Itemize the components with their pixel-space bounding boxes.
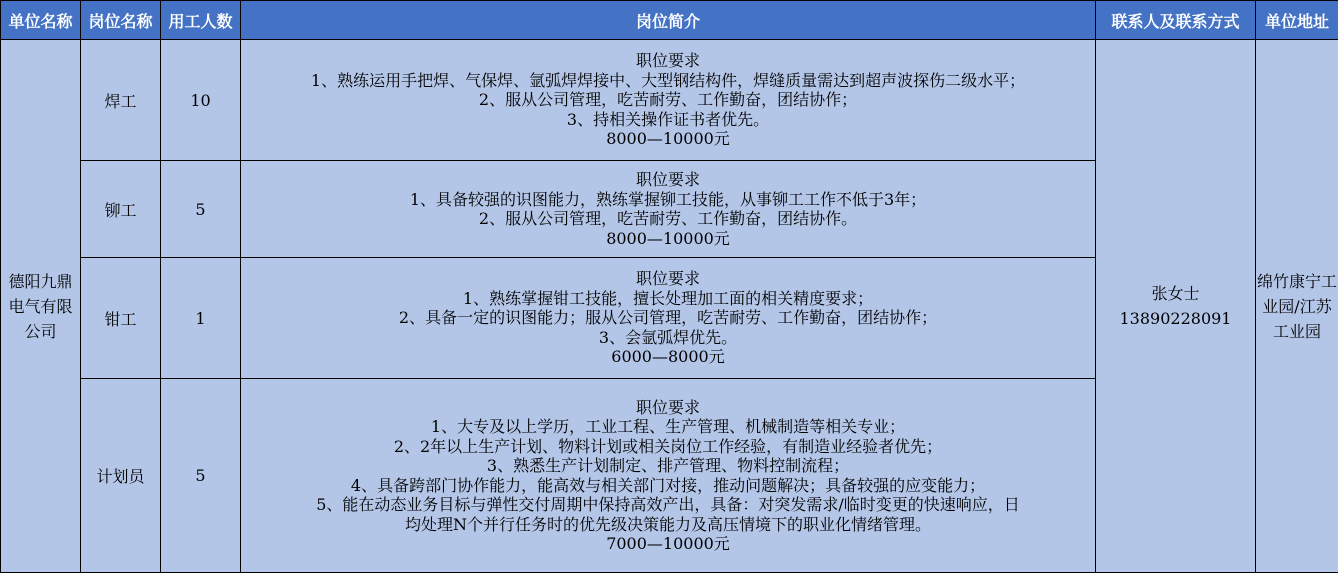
description-line: 4、具备跨部门协作能力，能高效与相关部门对接，推动问题解决；具备较强的应变能力； [350,475,986,495]
position-count: 1 [161,258,241,379]
description-line: 8000—10000元 [606,228,730,248]
description-line: 均处理N个并行任务时的优先级决策能力及高压情境下的职业化情绪管理。 [404,514,931,534]
position-name: 钳工 [81,258,161,379]
position-description [241,379,1096,573]
description-line: 8000—10000元 [606,129,730,149]
description-line: 5、能在动态业务目标与弹性交付周期中保持高效产出，具备：对突发需求/临时变更的快速响应，日 [316,495,1020,514]
description-line: 职位要求 [635,170,700,189]
position-count: 10 [161,40,241,161]
description-line: 1、熟练掌握钳工技能，擅长处理加工面的相关精度要求； [462,288,874,308]
header-contact: 联系人及联系方式 [1096,1,1256,40]
description-line: 职位要求 [635,397,700,417]
header-description: 岗位简介 [241,1,1096,40]
company-address: 绵竹康宁工业园/江苏工业园 [1256,40,1338,573]
description-line: 1、熟练运用手把焊、气保焊、氩弧焊焊接中、大型钢结构件，焊缝质量需达到超声波探伤二级水平； [310,70,1026,90]
contact-info [1096,40,1256,573]
description-line: 2、服从公司管理，吃苦耐劳、工作勤奋，团结协作。 [478,209,858,228]
table-row [1,40,1338,161]
position-name: 计划员 [81,379,161,573]
position-name: 铆工 [81,161,161,258]
contact-phone: 13890228091 [1119,309,1232,328]
header-row [1,1,1338,40]
description-line: 2、2年以上生产计划、物料计划或相关岗位工作经验，有制造业经验者优先； [393,436,943,456]
description-line: 3、会氩弧焊优先。 [598,327,738,347]
description-line: 2、具备一定的识图能力；服从公司管理，吃苦耐劳、工作勤奋，团结协作； [398,308,938,328]
position-name: 焊工 [81,40,161,161]
position-count: 5 [161,379,241,573]
description-line: 职位要求 [635,269,700,289]
description-line: 3、熟悉生产计划制定、排产管理、物料控制流程； [486,456,850,475]
header-company: 单位名称 [1,1,81,40]
contact-name: 张女士 [1151,284,1200,303]
description-line: 2、服从公司管理，吃苦耐劳、工作勤奋，团结协作； [478,90,858,110]
header-count: 用工人数 [161,1,241,40]
position-description [241,258,1096,379]
description-line: 7000—10000元 [606,534,730,553]
header-position: 岗位名称 [81,1,161,40]
position-count: 5 [161,161,241,258]
description-line: 1、大专及以上学历，工业工程、生产管理、机械制造等相关专业； [430,417,906,436]
description-line: 职位要求 [635,51,700,71]
header-address: 单位地址 [1256,1,1338,40]
company-name: 德阳九鼎电气有限公司 [1,40,81,573]
position-description [241,161,1096,258]
description-line: 1、具备较强的识图能力，熟练掌握铆工技能，从事铆工工作不低于3年； [409,189,927,209]
description-line: 6000—8000元 [611,347,725,367]
description-line: 3、持相关操作证书者优先。 [566,109,770,129]
position-description [241,40,1096,161]
